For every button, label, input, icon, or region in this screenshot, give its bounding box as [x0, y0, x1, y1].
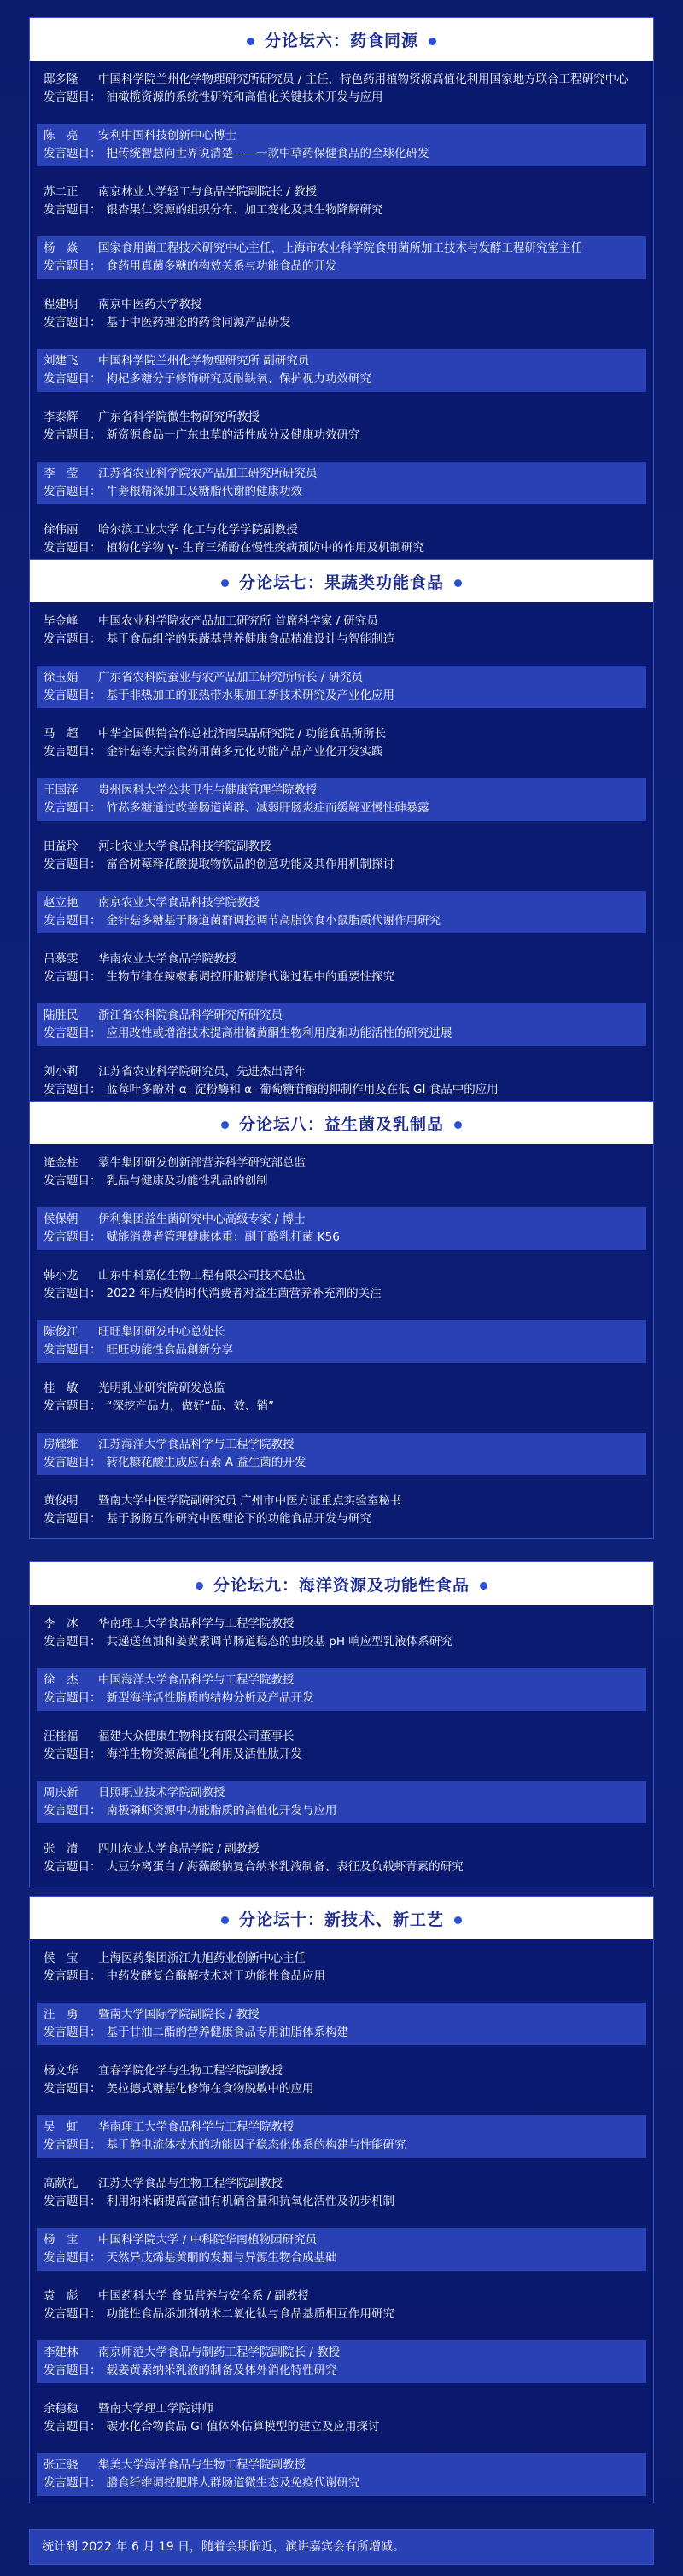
speaker-line	[44, 409, 646, 427]
talk-topic: 把传统智慧向世界说清楚——一款中草药保健食品的全球化研发	[106, 147, 429, 160]
speaker-entry	[37, 1320, 646, 1363]
speaker-affiliation: 山东中科嘉亿生物工程有限公司技术总监	[98, 1269, 306, 1282]
topic-label: 发言题目：	[44, 1635, 102, 1649]
topic-label: 发言题目：	[44, 1969, 102, 1983]
topic-label: 发言题目：	[44, 1747, 102, 1761]
topic-line	[44, 1746, 646, 1764]
speaker-line	[44, 613, 646, 631]
topic-label: 发言题目：	[44, 745, 102, 759]
speaker-entry	[37, 67, 646, 110]
topic-label: 发言题目：	[44, 2082, 102, 2096]
speaker-line	[44, 1492, 646, 1510]
speaker-name: 侯保朝	[44, 1212, 79, 1226]
speaker-name: 刘小莉	[44, 1065, 79, 1079]
talk-topic: 基于甘油二酯的营养健康食品专用油脂体系构建	[106, 2026, 348, 2039]
speaker-line	[44, 2175, 646, 2193]
forum-section	[29, 1101, 654, 1539]
speaker-line	[44, 2344, 646, 2362]
topic-label: 发言题目：	[44, 1860, 102, 1874]
speaker-name: 杨 宝	[44, 2233, 79, 2247]
section-title: 分论坛七：果蔬类功能食品	[211, 570, 472, 593]
topic-label: 发言题目：	[44, 2307, 102, 2321]
speaker-name: 杨 焱	[44, 241, 79, 255]
speaker-entry	[37, 293, 646, 335]
speaker-entry	[37, 2340, 646, 2383]
section-title: 分论坛六：药食同源	[236, 28, 447, 51]
speaker-affiliation: 旺旺集团研发中心总处长	[98, 1325, 225, 1339]
speaker-affiliation: 中国海洋大学食品科学与工程学院教授	[98, 1673, 295, 1687]
speaker-affiliation: 集美大学海洋食品与生物工程学院副教授	[98, 2458, 306, 2472]
topic-label: 发言题目：	[44, 2420, 102, 2434]
talk-topic: 新资源食品一广东虫草的活性成分及健康功效研究	[106, 428, 360, 442]
speaker-line	[44, 2119, 646, 2137]
topic-line	[44, 1025, 646, 1043]
speaker-line	[44, 1267, 646, 1285]
talk-topic: 金针菇等大宗食药用菌多元化功能产品产业化开发实践	[106, 745, 383, 759]
topic-label: 发言题目：	[44, 372, 102, 386]
topic-line	[44, 1633, 646, 1651]
topic-label: 发言题目：	[44, 1691, 102, 1705]
speaker-affiliation: 南京农业大学食品科技学院教授	[98, 896, 260, 910]
topic-line	[44, 258, 646, 276]
speaker-line	[44, 2231, 646, 2249]
speaker-line	[44, 183, 646, 201]
speaker-affiliation: 中国科学院大学 / 中科院华南植物园研究员	[98, 2233, 318, 2247]
topic-line	[44, 1398, 646, 1416]
speaker-entry	[37, 1612, 646, 1654]
talk-topic: 大豆分离蛋白 / 海藻酸钠复合纳米乳液制备、表征及负载虾青素的研究	[106, 1860, 464, 1874]
speaker-entry	[37, 2115, 646, 2158]
speaker-name: 张 清	[44, 1842, 79, 1856]
topic-line	[44, 856, 646, 874]
speaker-line	[44, 521, 646, 539]
topic-label: 发言题目：	[44, 1343, 102, 1357]
topic-label: 发言题目：	[44, 2026, 102, 2039]
speaker-entry	[37, 462, 646, 504]
speaker-affiliation: 安利中国科技创新中心博士	[98, 129, 236, 142]
speaker-name: 吴 虹	[44, 2120, 79, 2134]
speaker-line	[44, 951, 646, 968]
speaker-name: 赵立艳	[44, 896, 79, 910]
speaker-name: 李 冰	[44, 1617, 79, 1631]
topic-line	[44, 1968, 646, 1986]
speaker-affiliation: 四川农业大学食品学院 / 副教授	[98, 1842, 260, 1856]
speaker-line	[44, 1436, 646, 1454]
speaker-affiliation: 国家食用菌工程技术研究中心主任，上海市农业科学院食用菌所加工技术与发酵工程研究室主任	[98, 241, 582, 255]
speaker-name: 逄金柱	[44, 1156, 79, 1170]
talk-topic: 乳品与健康及功能性乳品的创制	[106, 1174, 268, 1188]
speaker-entry	[37, 1781, 646, 1823]
talk-topic: 利用纳米硒提高富油有机硒含量和抗氧化活性及初步机制	[106, 2195, 394, 2208]
topic-label: 发言题目：	[44, 316, 102, 329]
talk-topic: 赋能消费者管理健康体重：副干酪乳杆菌 K56	[106, 1230, 340, 1244]
speaker-affiliation: 暨南大学中医学院副研究员 广州市中医方证重点实验室秘书	[98, 1494, 402, 1508]
topic-line	[44, 89, 646, 107]
speaker-line	[44, 1211, 646, 1229]
speaker-name: 韩小龙	[44, 1269, 79, 1282]
speaker-line	[44, 782, 646, 800]
speaker-entry	[37, 349, 646, 392]
topic-line	[44, 1285, 646, 1303]
topic-line	[44, 1858, 646, 1876]
topic-line	[44, 743, 646, 761]
speaker-affiliation: 华南理工大学食品科学与工程学院教授	[98, 1617, 295, 1631]
speaker-name: 田益玲	[44, 840, 79, 853]
speaker-affiliation: 南京师范大学食品与制药工程学院副院长 / 教授	[98, 2346, 341, 2359]
speaker-entry	[37, 609, 646, 652]
speaker-entry	[37, 2284, 646, 2327]
topic-label: 发言题目：	[44, 259, 102, 273]
speaker-entry	[37, 891, 646, 933]
topic-label: 发言题目：	[44, 801, 102, 815]
topic-line	[44, 687, 646, 705]
topic-line	[44, 2249, 646, 2267]
topic-line	[44, 2362, 646, 2380]
speaker-line	[44, 352, 646, 370]
talk-topic: 枸杞多糖分子修饰研究及耐缺氧、保护视力功效研究	[106, 372, 371, 386]
speaker-entry	[37, 1003, 646, 1046]
speaker-name: 张正骁	[44, 2458, 79, 2472]
talk-topic: 竹荪多糖通过改善肠道菌群、减弱肝肠炎症而缓解亚慢性砷暴露	[106, 801, 429, 815]
speaker-entry	[37, 947, 646, 990]
talk-topic: 功能性食品添加剂纳米二氧化钛与食品基质相互作用研究	[106, 2307, 394, 2321]
forum-section	[29, 559, 654, 1110]
speaker-entry	[37, 1264, 646, 1306]
topic-label: 发言题目：	[44, 858, 102, 871]
speaker-name: 侯 宝	[44, 1951, 79, 1965]
topic-label: 发言题目：	[44, 1026, 102, 1040]
talk-topic: 旺旺功能性食品創新分享	[106, 1343, 233, 1357]
speaker-affiliation: 华南理工大学食品科学与工程学院教授	[98, 2120, 295, 2134]
talk-topic: 银杏果仁资源的组织分布、加工变化及其生物降解研究	[106, 203, 383, 217]
topic-label: 发言题目：	[44, 2195, 102, 2208]
topic-label: 发言题目：	[44, 914, 102, 927]
topic-label: 发言题目：	[44, 2251, 102, 2265]
speaker-name: 杨文华	[44, 2064, 79, 2078]
speaker-line	[44, 1950, 646, 1968]
talk-topic: 基于静电流体技术的功能因子稳态化体系的构建与性能研究	[106, 2138, 406, 2152]
topic-label: 发言题目：	[44, 1287, 102, 1300]
talk-topic: 基于中医药理论的药食同源产品研发	[106, 316, 291, 329]
speaker-entry	[37, 2003, 646, 2045]
speaker-entry	[37, 722, 646, 765]
section-header	[30, 18, 653, 61]
topic-line	[44, 2306, 646, 2323]
speaker-line	[44, 725, 646, 743]
topic-label: 发言题目：	[44, 1512, 102, 1526]
speaker-name: 陈 亮	[44, 129, 79, 142]
topic-line	[44, 1689, 646, 1707]
talk-topic: 金针菇多糖基于肠道菌群调控调节高脂饮食小鼠脂质代谢作用研究	[106, 914, 441, 927]
speaker-name: 徐 杰	[44, 1673, 79, 1687]
topic-line	[44, 1172, 646, 1190]
speaker-name: 汪 勇	[44, 2008, 79, 2021]
speaker-line	[44, 894, 646, 912]
topic-label: 发言题目：	[44, 2476, 102, 2490]
speaker-name: 李泰辉	[44, 410, 79, 424]
speaker-affiliation: 贵州医科大学公共卫生与健康管理学院教授	[98, 783, 318, 797]
topic-line	[44, 800, 646, 817]
speaker-entry	[37, 778, 646, 821]
talk-topic: 膳食纤维调控肥胖人群肠道微生态及免疫代谢研究	[106, 2476, 360, 2490]
talk-topic: 基于食品组学的果蔬基营养健康食品精准设计与智能制造	[106, 632, 394, 646]
speaker-affiliation: 广东省农科院蚕业与农产品加工研究所所长 / 研究员	[98, 671, 364, 684]
speaker-affiliation: 上海医药集团浙江九旭药业创新中心主任	[98, 1951, 306, 1965]
talk-topic: 蓝莓叶多酚对 α- 淀粉酶和 α- 葡萄糖苷酶的抑制作用及在低 GI 食品中的应用	[106, 1083, 499, 1096]
talk-topic: 新型海洋活性脂质的结构分析及产品开发	[106, 1691, 314, 1705]
speaker-line	[44, 1672, 646, 1689]
speaker-name: 余稳稳	[44, 2402, 79, 2416]
speaker-line	[44, 1063, 646, 1081]
speaker-entry	[37, 180, 646, 223]
speaker-entry	[37, 2453, 646, 2496]
speaker-entry	[37, 2172, 646, 2214]
speaker-name: 毕金峰	[44, 614, 79, 628]
speaker-name: 吕慕雯	[44, 952, 79, 966]
speaker-line	[44, 838, 646, 856]
speaker-affiliation: 中华全国供销合作总社济南果品研究院 / 功能食品所所长	[98, 727, 387, 741]
topic-label: 发言题目：	[44, 1456, 102, 1469]
topic-label: 发言题目：	[44, 632, 102, 646]
speaker-entry	[37, 405, 646, 448]
talk-topic: 美拉德式糖基化修饰在食物脱敏中的应用	[106, 2082, 314, 2096]
speaker-line	[44, 2400, 646, 2418]
topic-line	[44, 539, 646, 557]
section-header	[30, 1562, 653, 1605]
speaker-line	[44, 2288, 646, 2306]
topic-line	[44, 1454, 646, 1472]
speaker-affiliation: 江苏海洋大学食品科学与工程学院教授	[98, 1438, 295, 1451]
topic-label: 发言题目：	[44, 1804, 102, 1817]
speaker-entry	[37, 1724, 646, 1767]
speaker-affiliation: 日照职业技术学院副教授	[98, 1786, 225, 1800]
speaker-line	[44, 1784, 646, 1802]
topic-label: 发言题目：	[44, 541, 102, 555]
forum-section	[29, 17, 654, 568]
speaker-affiliation: 江苏省农业科学院研究员，先进杰出青年	[98, 1065, 306, 1079]
speaker-name: 陆胜民	[44, 1009, 79, 1022]
talk-topic: 南极磷虾资源中功能脂质的高值化开发与应用	[106, 1804, 337, 1817]
speaker-line	[44, 1615, 646, 1633]
speaker-name: 徐玉娟	[44, 671, 79, 684]
talk-topic: 富含树莓释花酸提取物饮品的创意功能及其作用机制探讨	[106, 858, 394, 871]
speaker-affiliation: 浙江省农科院食品科学研究所研究员	[98, 1009, 283, 1022]
speaker-entry	[37, 518, 646, 561]
talk-topic: 基于非热加工的亚热带水果加工新技术研究及产业化应用	[106, 689, 394, 702]
section-title: 分论坛十：新技术、新工艺	[211, 1907, 472, 1930]
speaker-affiliation: 中国药科大学 食品营养与安全系 / 副教授	[98, 2289, 309, 2303]
speaker-name: 徐伟丽	[44, 523, 79, 537]
talk-topic: 共递送鱼油和姜黄素调节肠道稳态的虫胶基 pH 响应型乳液体系研究	[106, 1635, 452, 1649]
topic-line	[44, 1229, 646, 1247]
speaker-line	[44, 240, 646, 258]
speaker-affiliation: 蒙牛集团研发创新部营养科学研究部总监	[98, 1156, 306, 1170]
speaker-affiliation: 哈尔滨工业大学 化工与化学学院副教授	[98, 523, 298, 537]
speaker-name: 刘建飞	[44, 354, 79, 368]
topic-line	[44, 631, 646, 648]
speaker-entry	[37, 236, 646, 279]
topic-line	[44, 2024, 646, 2042]
speaker-name: 苏二正	[44, 185, 79, 199]
topic-line	[44, 2137, 646, 2154]
speaker-entry	[37, 1668, 646, 1711]
section-title: 分论坛八：益生菌及乳制品	[211, 1112, 472, 1135]
speaker-line	[44, 2006, 646, 2024]
speaker-name: 邸多隆	[44, 73, 79, 86]
topic-label: 发言题目：	[44, 1083, 102, 1096]
speaker-line	[44, 465, 646, 483]
topic-line	[44, 314, 646, 332]
talk-topic: 食药用真菌多糖的构效关系与功能食品的开发	[106, 259, 337, 273]
topic-label: 发言题目：	[44, 970, 102, 984]
topic-line	[44, 912, 646, 930]
speaker-affiliation: 中国农业科学院农产品加工研究所 首席科学家 / 研究员	[98, 614, 378, 628]
speaker-entry	[37, 2397, 646, 2439]
speaker-affiliation: 南京林业大学轻工与食品学院副院长 / 教授	[98, 185, 318, 199]
topic-line	[44, 1510, 646, 1528]
speaker-line	[44, 127, 646, 145]
speaker-entry	[37, 834, 646, 877]
topic-line	[44, 483, 646, 501]
speaker-name: 马 超	[44, 727, 79, 741]
speaker-entry	[37, 1060, 646, 1102]
topic-line	[44, 1802, 646, 1820]
topic-line	[44, 2193, 646, 2211]
talk-topic: 2022 年后疫情时代消费者对益生菌营养补充剂的关注	[106, 1287, 382, 1300]
talk-topic: 碳水化合物食品 GI 值体外估算模型的建立及应用探讨	[106, 2420, 380, 2434]
topic-label: 发言题目：	[44, 2138, 102, 2152]
speaker-name: 周庆新	[44, 1786, 79, 1800]
section-title: 分论坛九：海洋资源及功能性食品	[185, 1573, 498, 1596]
talk-topic: 天然异戊烯基黄酮的发掘与异源生物合成基础	[106, 2251, 337, 2265]
speaker-name: 袁 彪	[44, 2289, 79, 2303]
speaker-name: 汪桂福	[44, 1730, 79, 1743]
talk-topic: 基于肠肠互作研究中医理论下的功能食品开发与研究	[106, 1512, 371, 1526]
topic-line	[44, 1341, 646, 1359]
talk-topic: 油橄榄资源的系统性研究和高值化关键技术开发与应用	[106, 90, 383, 104]
speaker-entry	[37, 124, 646, 166]
topic-label: 发言题目：	[44, 1174, 102, 1188]
section-header	[30, 1102, 653, 1144]
speaker-affiliation: 南京中医药大学教授	[98, 298, 202, 311]
speaker-affiliation: 光明乳业研究院研发总监	[98, 1381, 225, 1395]
speaker-line	[44, 1007, 646, 1025]
topic-line	[44, 2080, 646, 2098]
topic-label: 发言题目：	[44, 1399, 102, 1413]
speaker-line	[44, 1380, 646, 1398]
speaker-affiliation: 江苏省农业科学院农产品加工研究所研究员	[98, 467, 318, 480]
speaker-name: 房耀维	[44, 1438, 79, 1451]
speaker-line	[44, 1154, 646, 1172]
talk-topic: 载姜黄素纳米乳液的制备及体外消化特性研究	[106, 2364, 337, 2377]
forum-section	[29, 1561, 654, 1887]
topic-line	[44, 2418, 646, 2436]
section-header	[30, 1897, 653, 1939]
speaker-affiliation: 河北农业大学食品科技学院副教授	[98, 840, 271, 853]
speaker-name: 黄俊明	[44, 1494, 79, 1508]
speaker-entry	[37, 1489, 646, 1532]
talk-topic: 中药发酵复合酶解技术对于功能性食品应用	[106, 1969, 325, 1983]
footer-note: 统计到 2022 年 6 月 19 日，随着会期临近，演讲嘉宾会有所增减。	[29, 2529, 654, 2565]
talk-topic: 应用改性或增溶技术提高柑橘黄酮生物利用度和功能活性的研究进展	[106, 1026, 452, 1040]
speaker-entry	[37, 1207, 646, 1250]
speaker-entry	[37, 666, 646, 708]
section-header	[30, 560, 653, 602]
forum-section	[29, 1896, 654, 2503]
speaker-name: 李 莹	[44, 467, 79, 480]
speaker-line	[44, 2062, 646, 2080]
speaker-name: 程建明	[44, 298, 79, 311]
speaker-name: 高献礼	[44, 2177, 79, 2190]
speaker-entry	[37, 1151, 646, 1194]
speaker-affiliation: 福建大众健康生物科技有限公司董事长	[98, 1730, 295, 1743]
topic-label: 发言题目：	[44, 428, 102, 442]
topic-label: 发言题目：	[44, 485, 102, 498]
topic-label: 发言题目：	[44, 1230, 102, 1244]
speaker-entry	[37, 1433, 646, 1475]
topic-label: 发言题目：	[44, 689, 102, 702]
speaker-line	[44, 2457, 646, 2474]
speaker-line	[44, 296, 646, 314]
topic-line	[44, 427, 646, 445]
speaker-entry	[37, 1946, 646, 1989]
speaker-entry	[37, 1376, 646, 1419]
speaker-name: 陈俊江	[44, 1325, 79, 1339]
topic-label: 发言题目：	[44, 2364, 102, 2377]
speaker-name: 王国泽	[44, 783, 79, 797]
speaker-entry	[37, 2059, 646, 2102]
talk-topic: 海洋生物资源高值化利用及活性肽开发	[106, 1747, 302, 1761]
speaker-name: 桂 敏	[44, 1381, 79, 1395]
topic-label: 发言题目：	[44, 90, 102, 104]
talk-topic: 植物化学物 γ- 生育三烯酚在慢性疾病预防中的作用及机制研究	[106, 541, 424, 555]
speaker-affiliation: 华南农业大学食品学院教授	[98, 952, 236, 966]
topic-line	[44, 1081, 646, 1099]
speaker-affiliation: 江苏大学食品与生物工程学院副教授	[98, 2177, 283, 2190]
talk-topic: 转化糠花酸生成应石素 A 益生菌的开发	[106, 1456, 306, 1469]
topic-line	[44, 968, 646, 986]
speaker-line	[44, 669, 646, 687]
speaker-name: 李建林	[44, 2346, 79, 2359]
speaker-line	[44, 1323, 646, 1341]
speaker-line	[44, 1840, 646, 1858]
speaker-affiliation: 中国科学院兰州化学物理研究所研究员 / 主任，特色药用植物资源高值化利用国家地方联合工程研究中心	[98, 73, 628, 86]
speaker-affiliation: 宜春学院化学与生物工程学院副教授	[98, 2064, 283, 2078]
speaker-entry	[37, 1837, 646, 1880]
talk-topic: 牛蒡根精深加工及糖脂代谢的健康功效	[106, 485, 302, 498]
speaker-line	[44, 1728, 646, 1746]
topic-label: 发言题目：	[44, 203, 102, 217]
talk-topic: “深挖产品力，做好“品、效、销”	[106, 1399, 274, 1413]
topic-line	[44, 2474, 646, 2492]
speaker-line	[44, 71, 646, 89]
speaker-affiliation: 广东省科学院微生物研究所教授	[98, 410, 260, 424]
speaker-entry	[37, 2228, 646, 2271]
topic-line	[44, 370, 646, 388]
speaker-affiliation: 暨南大学理工学院讲师	[98, 2402, 213, 2416]
speaker-affiliation: 暨南大学国际学院副院长 / 教授	[98, 2008, 260, 2021]
topic-line	[44, 145, 646, 163]
speaker-affiliation: 中国科学院兰州化学物理研究所 副研究员	[98, 354, 310, 368]
talk-topic: 生物节律在辣椒素调控肝脏糖脂代谢过程中的重要性探究	[106, 970, 394, 984]
topic-label: 发言题目：	[44, 147, 102, 160]
speaker-affiliation: 伊利集团益生菌研究中心高级专家 / 博士	[98, 1212, 306, 1226]
topic-line	[44, 201, 646, 219]
